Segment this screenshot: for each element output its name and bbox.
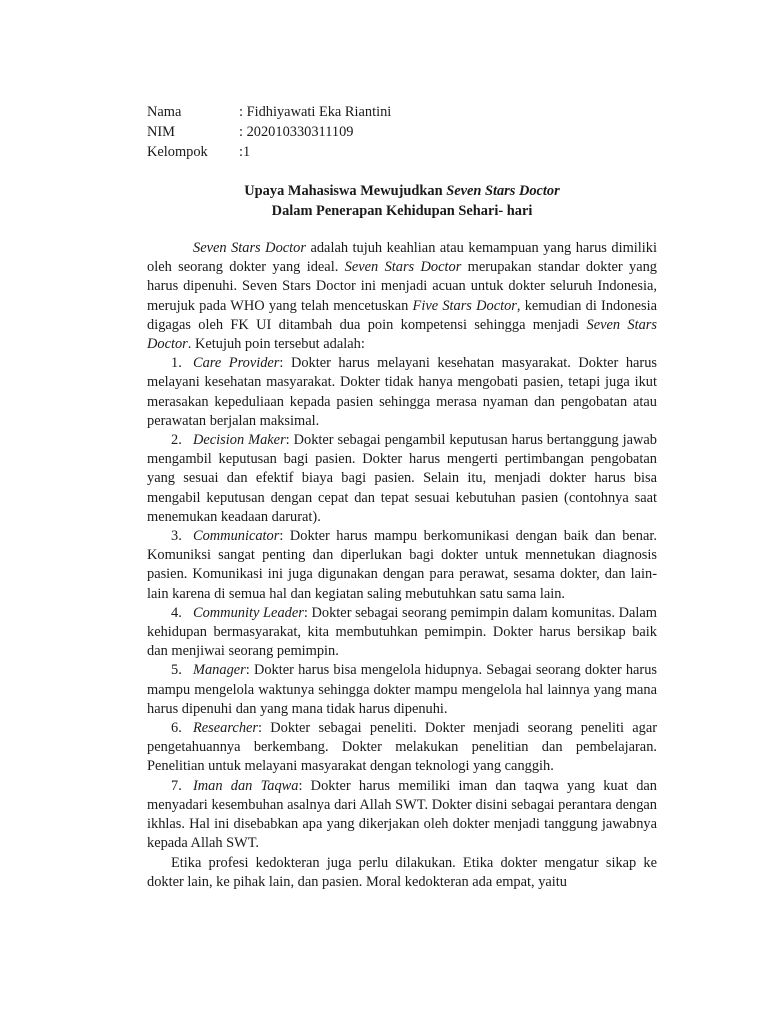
list-item-number: 3. — [171, 528, 182, 545]
intro-segment: merupakan standar dokter yang harus dipenuhi. Seven Stars Doctor ini menjadi acuan untuk dokter seluruh Indonesia, merujuk pada WHO yang telah mencetuskan — [147, 259, 657, 314]
intro-segment: adalah tujuh keahlian atau kemampuan yang harus dimiliki oleh seorang dokter yang ideal. — [147, 240, 657, 276]
list-item — [147, 719, 657, 777]
list-item-text: : Dokter harus memiliki iman dan taqwa yang kuat dan menyadari kesembuhan asalnya dari Allah SWT. Dokter disini sebagai perantara dengan ikhlas. Hal ini disebabkan apa yang dikerjakan oleh dokter menjadi tanggung jawabnya kepada Allah SWT. — [147, 777, 657, 852]
list-item-term: Decision Maker — [193, 432, 286, 449]
list-item-text: : Dokter sebagai pengambil keputusan harus bertanggung jawab mengambil keputusan bagi pasien. Dokter harus mengerti pertimbangan pengobatan yang sesuai dan efektif biaya bagi pasien. Selain itu, menjadi dokter harus bisa mengabil keputusan dengan cepat dan tepat sesuai kebutuhan pasien (contohnya saat menemukan keadaan darurat). — [147, 432, 657, 525]
list-item-number: 2. — [171, 432, 182, 449]
student-info — [147, 102, 657, 162]
name-value: : Fidhiyawati Eka Riantini — [239, 104, 392, 120]
title-line-1-segment: Upaya Mahasiswa Mewujudkan — [244, 183, 447, 199]
intro-segment: Seven Stars Doctor — [193, 240, 306, 256]
list-item-text: : Dokter harus melayani kesehatan masyarakat. Dokter harus melayani kesehatan masyarakat. Dokter tidak hanya mengobati pasien, tetapi juga ikut merasakan kepeduliaan kepada pasien sehingga merasa nyaman dan pengobatan atau perawatan berjalan maksimal. — [147, 355, 657, 429]
list-item-number: 6. — [171, 720, 182, 737]
list-item-number: 7. — [171, 777, 182, 794]
list-item — [147, 431, 657, 527]
list-item-term: Manager — [193, 662, 246, 679]
list-item — [147, 354, 657, 431]
list-item-term: Care Provider — [193, 355, 280, 372]
intro-paragraph — [147, 239, 657, 354]
list-item-number: 1. — [171, 355, 182, 372]
name-row — [147, 102, 657, 122]
list-item-term: Communicator — [193, 528, 280, 545]
list-item-term: Researcher — [193, 720, 258, 737]
list-item-number: 5. — [171, 662, 182, 679]
list-item-text: : Dokter sebagai seorang pemimpin dalam komunitas. Dalam kehidupan bermasyarakat, kita membutuhkan pemimpin. Dokter harus bersikap baik dan menjiwai seorang pemimpin. — [147, 604, 657, 660]
document-body — [147, 102, 657, 892]
group-value: :1 — [239, 144, 251, 160]
list-item-text: : Dokter harus bisa mengelola hidupnya. Sebagai seorang dokter harus mampu mengelola waktunya sehingga dokter mampu mengelola hal lainnya yang mana harus dipenuhi dan yang mana tidak harus dipenuhi. — [147, 662, 657, 717]
nim-row — [147, 122, 657, 142]
nim-value: : 202010330311109 — [239, 124, 354, 140]
title-line-1-segment: Seven Stars Doctor — [446, 183, 560, 199]
list-item — [147, 527, 657, 604]
closing-paragraph: Etika profesi kedokteran juga perlu dilakukan. Etika dokter mengatur sikap ke dokter lain, ke pihak lain, dan pasien. Moral kedokteran ada empat, yaitu — [147, 854, 657, 890]
list-item — [147, 777, 657, 854]
list-item — [147, 604, 657, 662]
nim-label: NIM — [147, 124, 175, 140]
list-item — [147, 661, 657, 719]
intro-segment: Seven Stars Doctor — [344, 259, 462, 276]
intro-segment: Seven Stars Doctor — [147, 316, 657, 353]
list-item-term: Community Leader — [193, 604, 304, 621]
intro-segment: Five Stars Doctor — [412, 297, 517, 314]
seven-stars-list — [147, 354, 657, 853]
intro-segment: . Ketujuh poin tersebut adalah: — [187, 336, 365, 353]
group-label: Kelompok — [147, 144, 208, 160]
intro-segment: , kemudian di Indonesia digagas oleh FK UI ditambah dua poin kompetensi sehingga menjadi — [147, 297, 657, 333]
document-title — [147, 181, 657, 221]
title-line-1 — [147, 181, 657, 201]
list-item-text: : Dokter harus mampu berkomunikasi dengan baik dan benar. Komuniksi sangat penting dan diperlukan bagi dokter untuk mennetukan diagnosis pasien. Komunikasi ini juga digunakan dengan para perawat, sesama dokter, dan lain-lain karena di semua hal dan kegiatan saling mebutuhkan satu sama lain. — [147, 528, 657, 602]
title-line-2: Dalam Penerapan Kehidupan Sehari- hari — [271, 203, 533, 219]
list-item-text: : Dokter sebagai peneliti. Dokter menjadi seorang peneliti agar pengetahuannya berkembang. Dokter melakukan penelitian dan pembelajaran. Penelitian untuk melayani masyarakat dengan teknologi yang canggih. — [147, 720, 657, 775]
group-row — [147, 142, 657, 162]
list-item-term: Iman dan Taqwa — [193, 777, 299, 794]
name-label: Nama — [147, 104, 182, 120]
list-item-number: 4. — [171, 604, 182, 621]
